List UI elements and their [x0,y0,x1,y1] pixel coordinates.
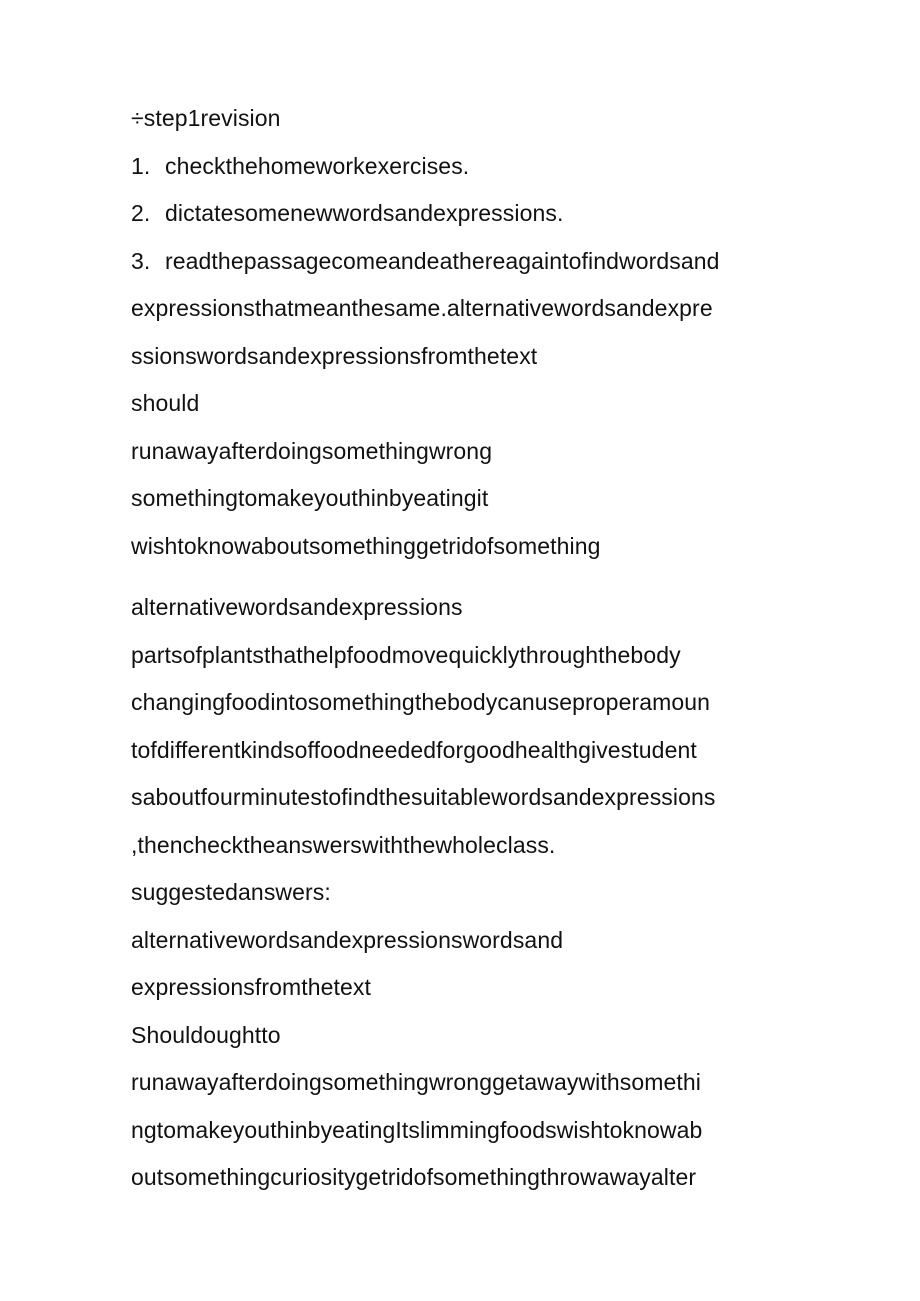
step-number: 2. [131,200,151,226]
text-line: expressionsthatmeanthesame.alternativewordsandexpre [131,295,713,321]
step-item [131,151,469,181]
text-line: suggestedanswers: [131,879,331,905]
step-item [131,198,563,228]
step-text: checkthehomeworkexercises. [165,153,470,179]
step-number: 3. [131,248,151,274]
text-line: expressionsfromthetext [131,974,371,1000]
text-line: alternativewordsandexpressionswordsand [131,927,564,953]
step-item [131,246,720,276]
step-heading: ÷step1revision [131,105,281,131]
text-line: should [131,390,200,416]
text-line: runawayafterdoingsomethingwrong [131,438,493,464]
step-text: dictatesomenewwordsandexpressions. [165,200,564,226]
text-line: Shouldoughtto [131,1022,281,1048]
text-line: alternativewordsandexpressions [131,594,463,620]
text-line: outsomethingcuriositygetridofsomethingthrowawayalter [131,1164,697,1190]
text-line: ,thenchecktheanswerswiththewholeclass. [131,832,556,858]
text-line: partsofplantsthathelpfoodmovequicklythroughthebody [131,642,681,668]
text-line: changingfoodintosomethingthebodycanuseproperamoun [131,689,711,715]
step-number: 1. [131,153,151,179]
text-line: saboutfourminutestofindthesuitablewordsandexpressions [131,784,716,810]
text-line: ssionswordsandexpressionsfromthetext [131,343,538,369]
text-line: somethingtomakeyouthinbyeatingit [131,485,489,511]
step-text: readthepassagecomeandeathereagaintofindwordsand [165,248,720,274]
text-line: runawayafterdoingsomethingwronggetawaywithsomethi [131,1069,701,1095]
text-line: ngtomakeyouthinbyeatingItslimmingfoodswishtoknowab [131,1117,703,1143]
text-line: wishtoknowaboutsomethinggetridofsomething [131,533,601,559]
text-line: tofdifferentkindsoffoodneededforgoodhealthgivestudent [131,737,697,763]
